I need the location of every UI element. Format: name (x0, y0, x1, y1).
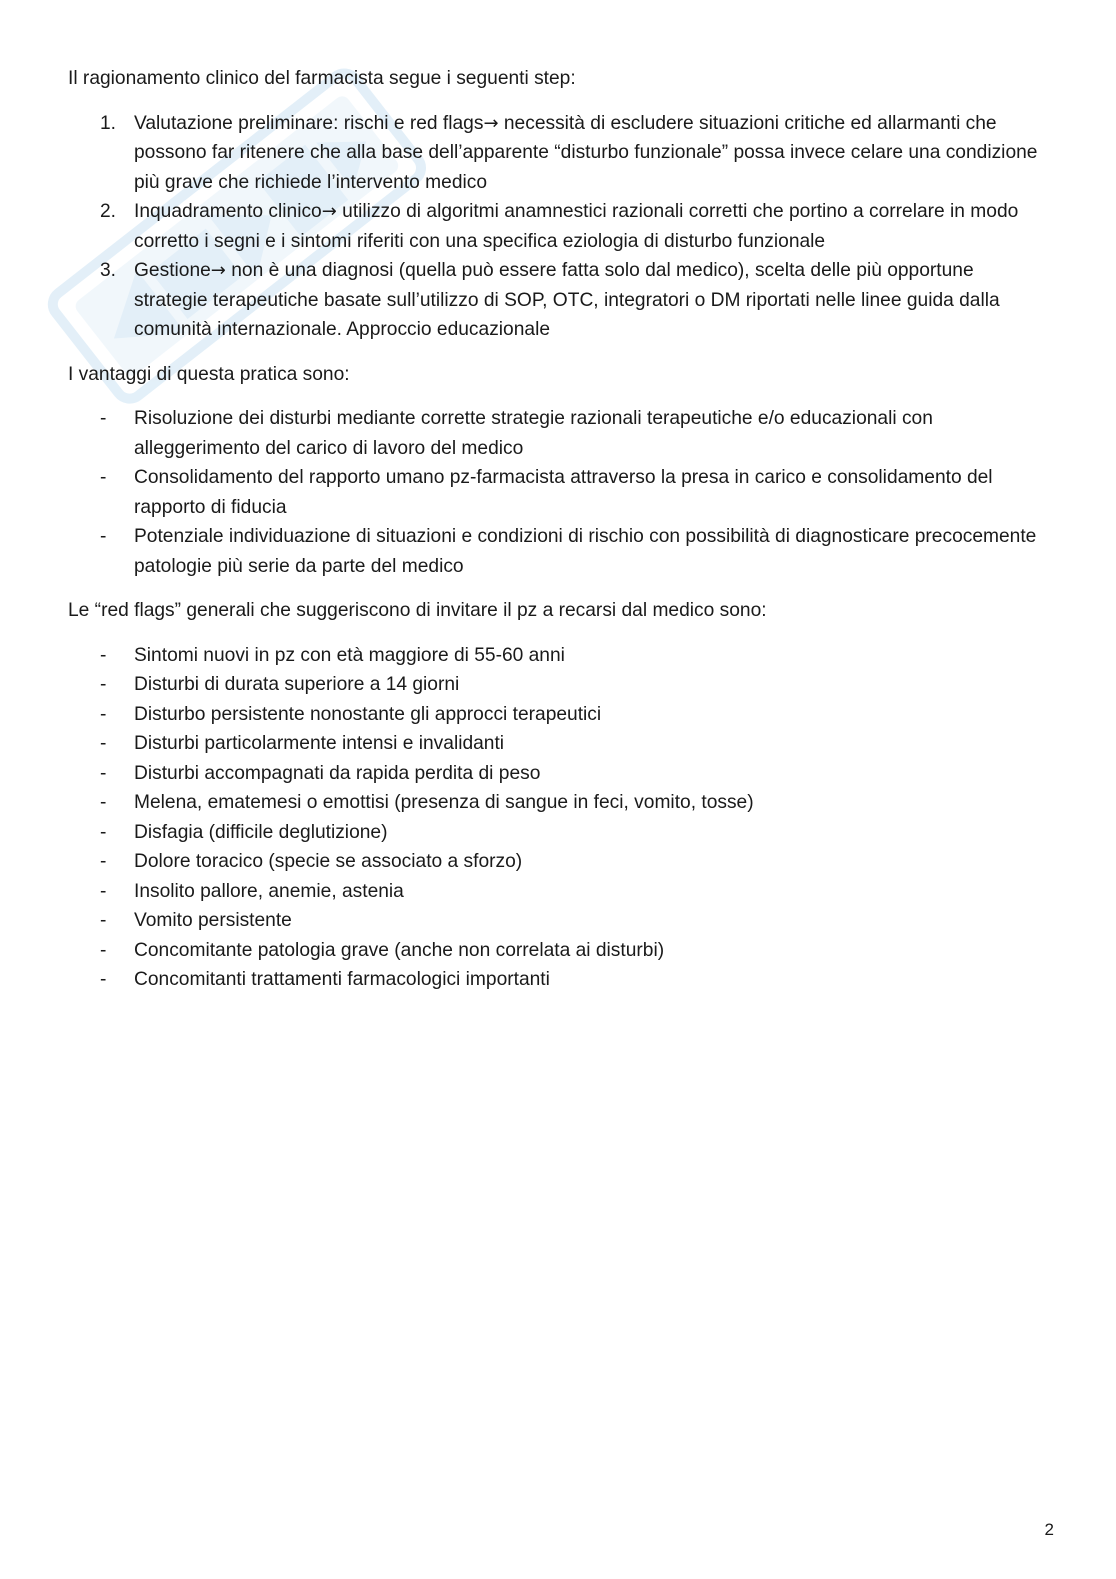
list-item (68, 818, 1048, 848)
list-item-text: Melena, ematemesi o emottisi (presenza di sangue in feci, vomito, tosse) (134, 792, 754, 813)
dash-marker: - (100, 703, 107, 725)
dash-marker: - (100, 467, 107, 488)
advantages-intro: I vantaggi di questa pratica sono: (68, 363, 350, 385)
dash-marker: - (100, 939, 107, 961)
list-item (68, 641, 1048, 671)
list-item (68, 965, 1048, 995)
step-item (68, 197, 1048, 256)
document-body (68, 64, 1048, 1010)
list-item (68, 700, 1048, 730)
dash-marker: - (100, 762, 107, 784)
list-item-text: Dolore toracico (specie se associato a sforzo) (134, 851, 523, 872)
advantages-list (68, 404, 1048, 581)
step-text: utilizzo di algoritmi anamnestici razionali corretti che portino a correlare in modo corretto i segni e i sintomi riferiti con una specifica eziologia di disturbo funzionale (134, 201, 1019, 252)
dash-marker: - (100, 674, 107, 695)
arrow-icon: → (321, 201, 337, 222)
list-item (68, 404, 1048, 463)
steps-list (68, 109, 1048, 345)
list-item (68, 936, 1048, 966)
dash-marker: - (100, 644, 107, 666)
list-item-text: Concomitanti trattamenti farmacologici importanti (134, 969, 550, 990)
list-item-text: Vomito persistente (134, 910, 292, 931)
step-number: 1. (100, 112, 117, 134)
dash-marker: - (100, 526, 107, 547)
dash-marker: - (100, 408, 107, 429)
list-item (68, 463, 1048, 522)
redflags-intro: Le “red flags” generali che suggeriscono di invitare il pz a recarsi dal medico sono: (68, 600, 767, 621)
step-lead: Valutazione preliminare: rischi e red flags (134, 112, 484, 134)
list-item (68, 877, 1048, 907)
dash-marker: - (100, 969, 107, 990)
list-item-text: Disfagia (difficile deglutizione) (134, 821, 388, 843)
dash-marker: - (100, 821, 107, 843)
list-item-text: Sintomi nuovi in pz con età maggiore di 55-60 anni (134, 644, 565, 666)
list-item-text: Risoluzione dei disturbi mediante corrette strategie razionali terapeutiche e/o educazionali con alleggerimento del carico di lavoro del medico (134, 408, 933, 459)
list-item-text: Disturbi particolarmente intensi e invalidanti (134, 733, 505, 754)
list-item (68, 788, 1048, 818)
page-number: 2 (1044, 1520, 1054, 1539)
list-item-text: Disturbi accompagnati da rapida perdita di peso (134, 762, 541, 784)
step-text: necessità di escludere situazioni critiche ed allarmanti che possono far ritenere che alla base dell’apparente “disturbo funzionale” possa invece celare una condizione più grave che richiede l’intervento medico (134, 112, 1038, 193)
list-item-text: Disturbo persistente nonostante gli approcci terapeutici (134, 703, 602, 725)
list-item (68, 759, 1048, 789)
intro-paragraph: Il ragionamento clinico del farmacista segue i seguenti step: (68, 68, 576, 89)
list-item-text: Potenziale individuazione di situazioni e condizioni di rischio con possibilità di diagnosticare precocemente patologie più serie da parte del medico (134, 526, 1037, 577)
step-lead: Gestione (134, 260, 211, 281)
step-item (68, 256, 1048, 345)
arrow-icon: → (210, 260, 226, 281)
list-item (68, 522, 1048, 581)
list-item-text: Insolito pallore, anemie, astenia (134, 880, 404, 902)
list-item (68, 906, 1048, 936)
list-item-text: Consolidamento del rapporto umano pz-farmacista attraverso la presa in carico e consolidamento del rapporto di fiducia (134, 467, 993, 518)
dash-marker: - (100, 733, 107, 754)
list-item (68, 729, 1048, 759)
arrow-icon: → (483, 112, 499, 134)
step-number: 3. (100, 260, 117, 281)
dash-marker: - (100, 792, 107, 813)
dash-marker: - (100, 851, 107, 872)
step-lead: Inquadramento clinico (134, 201, 322, 222)
list-item-text: Disturbi di durata superiore a 14 giorni (134, 674, 460, 695)
step-text: non è una diagnosi (quella può essere fatta solo dal medico), scelta delle più opportune strategie terapeutiche basate sull’utilizzo di SOP, OTC, integratori o DM riportati nelle linee guida dalla comunità internazionale. Approccio educazionale (134, 260, 1000, 340)
list-item (68, 670, 1048, 700)
list-item-text: Concomitante patologia grave (anche non correlata ai disturbi) (134, 939, 665, 961)
step-number: 2. (100, 201, 117, 222)
redflags-list (68, 641, 1048, 995)
dash-marker: - (100, 910, 107, 931)
dash-marker: - (100, 880, 107, 902)
list-item (68, 847, 1048, 877)
step-item (68, 109, 1048, 198)
